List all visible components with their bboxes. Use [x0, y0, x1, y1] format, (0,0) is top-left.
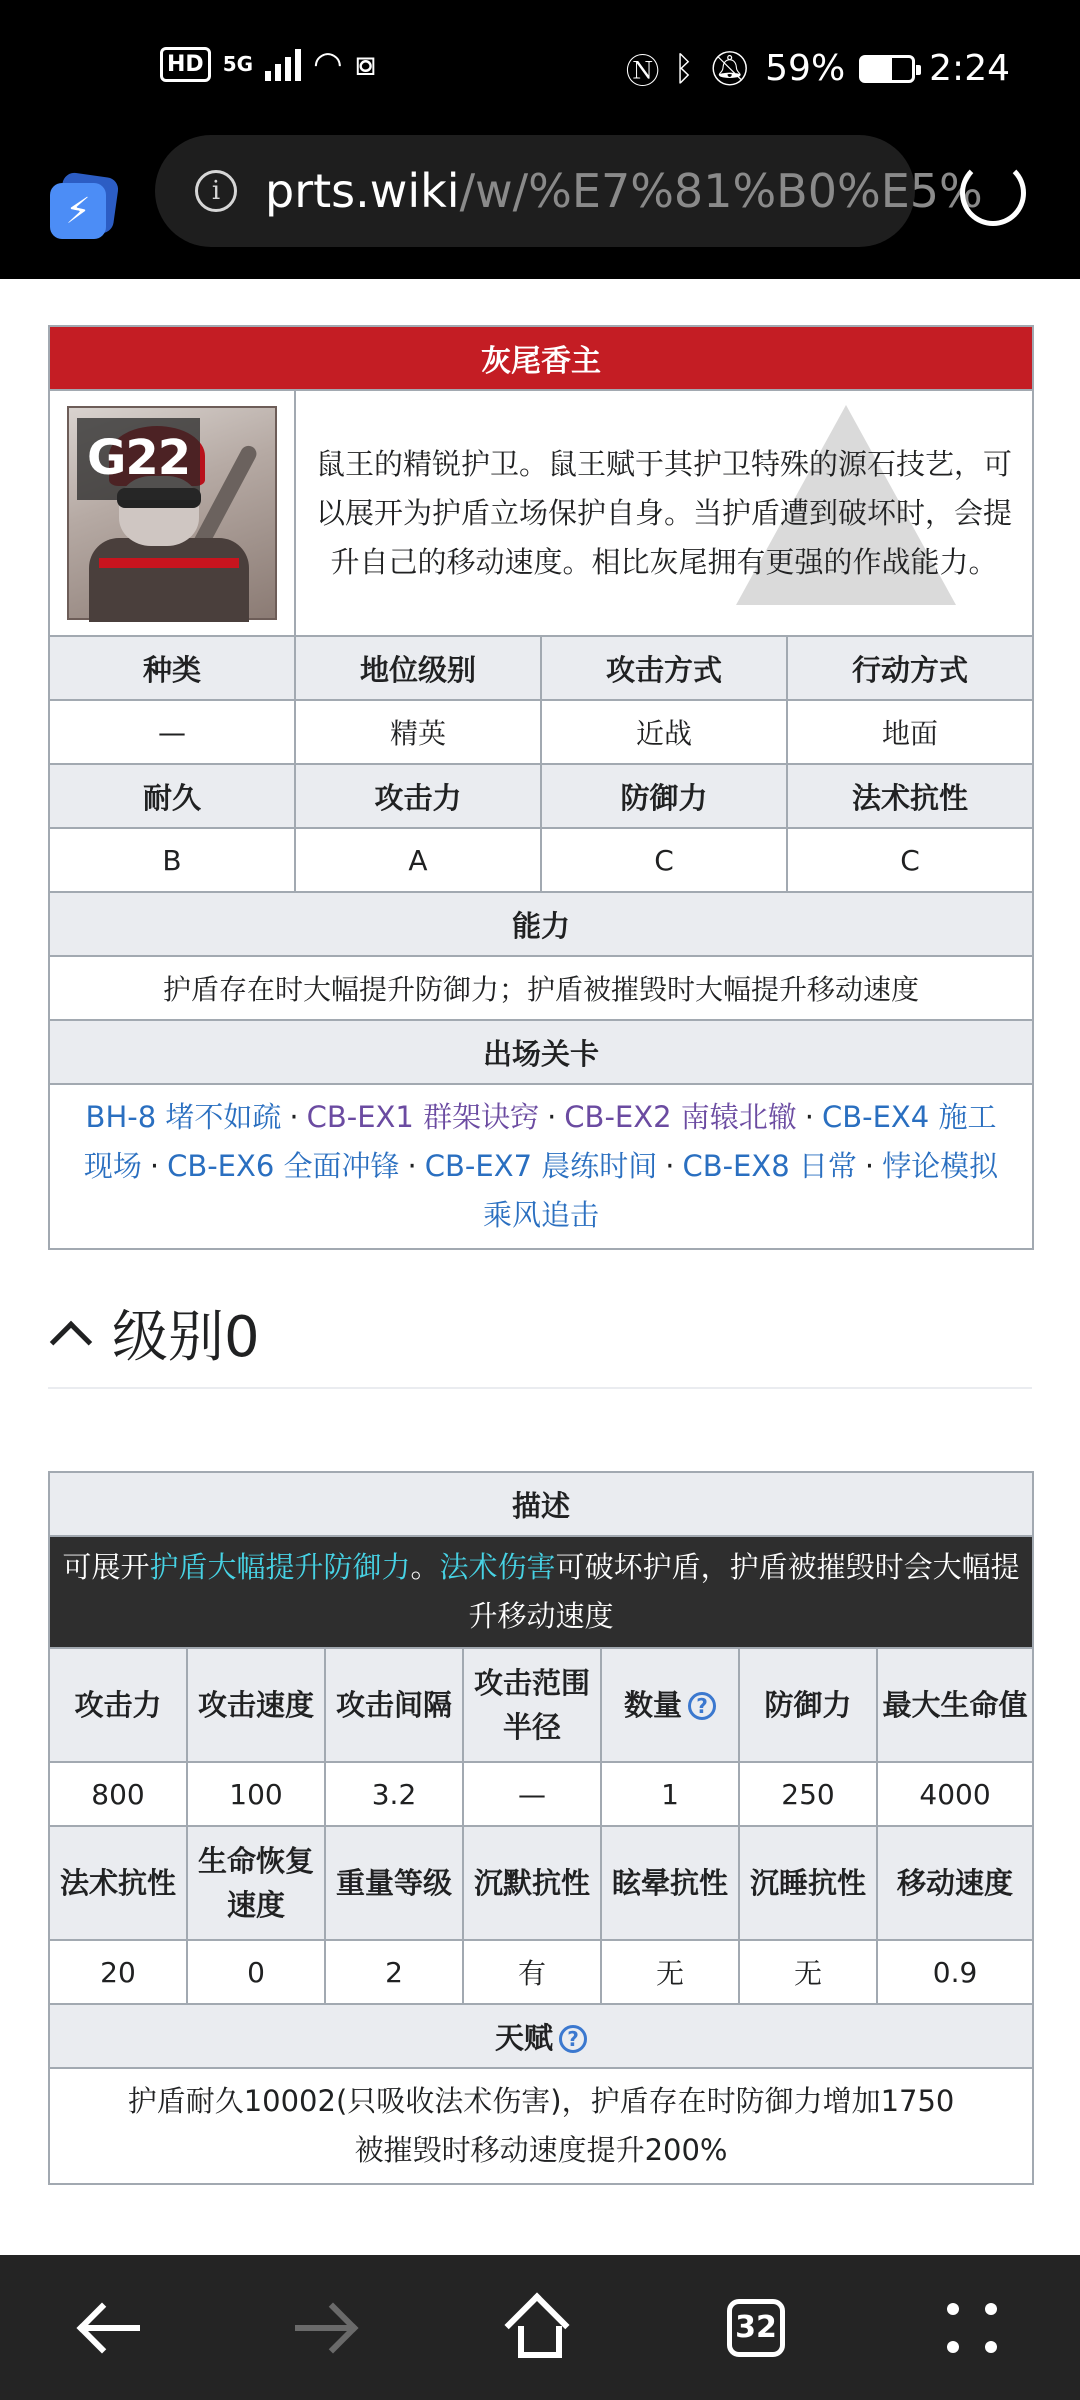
level-section-title: 级别0 — [112, 1305, 260, 1370]
stat-header — [601, 1648, 739, 1762]
stat-header-label: 最大生命值 — [882, 1688, 1028, 1722]
lightning-icon: ⚡︎ — [50, 183, 106, 239]
browser-app-icon[interactable] — [50, 175, 118, 243]
attr-header: 行动方式 — [787, 636, 1033, 700]
attr-value: C — [787, 828, 1033, 892]
stat-header-label: 眩晕抗性 — [611, 1866, 728, 1900]
stat-value — [463, 1940, 601, 2004]
stat-header — [187, 1648, 325, 1762]
stat-value-label: 有 — [517, 1957, 546, 1990]
stat-value — [601, 1940, 739, 2004]
stat-value — [877, 1762, 1033, 1826]
stat-header-label: 防御力 — [764, 1688, 852, 1722]
stat-value-label: 800 — [91, 1777, 145, 1811]
stat-value — [463, 1762, 601, 1826]
stat-header-label: 生命恢复速度 — [197, 1844, 314, 1922]
stat-value-label: 20 — [100, 1955, 136, 1989]
status-right — [626, 44, 1010, 93]
page-content — [0, 279, 1080, 2255]
stat-value-label: 4000 — [919, 1777, 991, 1811]
stat-header — [601, 1826, 739, 1940]
stat-value — [187, 1762, 325, 1826]
stat-value-label: 0 — [247, 1955, 265, 1989]
stat-value-label: 100 — [229, 1777, 283, 1811]
clock: 2:24 — [929, 48, 1010, 89]
level-stats-table — [48, 1471, 1034, 2185]
url-path: /w/%E7%81%B0%E5% — [459, 164, 983, 218]
bluetooth-icon: ᛒ — [673, 48, 694, 89]
nfc-icon: Ⓝ — [625, 52, 660, 92]
attr-header: 种类 — [49, 636, 295, 700]
stage-link[interactable]: BH-8 堵不如疏 — [85, 1100, 282, 1134]
stat-header — [325, 1648, 463, 1762]
help-icon[interactable]: ? — [559, 2025, 587, 2053]
stat-value — [877, 1940, 1033, 2004]
stat-value — [325, 1940, 463, 2004]
home-button[interactable] — [490, 2255, 590, 2400]
stage-link[interactable]: CB-EX6 全面冲锋 — [167, 1149, 400, 1183]
talent-line-1: 护盾耐久10002(只吸收法术伤害)，护盾存在时防御力增加1750 — [127, 2084, 955, 2118]
menu-button[interactable] — [922, 2255, 1022, 2400]
stat-value-label: 3.2 — [371, 1777, 417, 1811]
stat-header-label: 攻击间隔 — [335, 1688, 452, 1722]
tv-icon: ⧇ — [354, 44, 377, 84]
stat-value — [739, 1940, 877, 2004]
stat-value-label: 250 — [781, 1777, 835, 1811]
stat-header — [187, 1826, 325, 1940]
stat-header — [463, 1648, 601, 1762]
desc-highlight-defense[interactable]: 护盾大幅提升防御力 — [149, 1550, 411, 1584]
stat-value-label: 无 — [655, 1957, 684, 1990]
stat-value-label: 2 — [385, 1955, 403, 1989]
talent-header-label: 天赋 — [495, 2020, 554, 2055]
ability-header: 能力 — [49, 892, 1033, 956]
attr-header: 防御力 — [541, 764, 787, 828]
stage-link[interactable]: CB-EX8 日常 — [682, 1149, 857, 1183]
desc-prefix: 可展开 — [62, 1550, 150, 1584]
attr-header: 攻击方式 — [541, 636, 787, 700]
stat-value-label: — — [518, 1777, 546, 1811]
attr-value: C — [541, 828, 787, 892]
battery-icon — [859, 55, 915, 83]
stat-header — [325, 1826, 463, 1940]
stage-link[interactable]: 悖论模拟 乘风追击 — [482, 1149, 999, 1232]
link-separator: · — [665, 1149, 675, 1183]
ability-text: 护盾存在时大幅提升防御力；护盾被摧毁时大幅提升移动速度 — [49, 956, 1033, 1020]
browser-bottom-nav — [0, 2255, 1080, 2400]
desc-suffix: 可破坏护盾，护盾被摧毁时会大幅提升移动速度 — [468, 1550, 1020, 1633]
attr-header: 耐久 — [49, 764, 295, 828]
stat-header-label: 法术抗性 — [59, 1866, 176, 1900]
address-bar[interactable] — [155, 135, 983, 247]
desc-header: 描述 — [49, 1472, 1033, 1536]
stat-header-label: 攻击速度 — [197, 1688, 314, 1722]
attr-value: A — [295, 828, 541, 892]
stages-header: 出场关卡 — [49, 1020, 1033, 1084]
link-separator: · — [547, 1100, 557, 1134]
enemy-description-cell — [295, 390, 1033, 636]
enemy-description: 鼠王的精锐护卫。鼠王赋于其护卫特殊的源石技艺，可以展开为护盾立场保护自身。当护盾遭到破坏时，会提升自己的移动速度。相比灰尾拥有更强的作战能力。 — [315, 446, 1012, 579]
arrow-left-icon — [80, 2303, 140, 2353]
arrow-right-icon — [295, 2303, 355, 2353]
tab-count: 32 — [727, 2299, 785, 2357]
link-separator: · — [407, 1149, 417, 1183]
attr-value: 地面 — [787, 700, 1033, 764]
tabs-button[interactable] — [706, 2255, 806, 2400]
talent-header — [49, 2004, 1033, 2068]
status-left — [160, 44, 376, 84]
network-type-icon: 5G — [222, 52, 254, 76]
level-section-header[interactable] — [48, 1279, 1032, 1389]
attr-value: — — [49, 700, 295, 764]
stat-value-label: 0.9 — [932, 1955, 978, 1989]
stage-link[interactable]: CB-EX2 南辕北辙 — [564, 1100, 797, 1134]
status-bar — [0, 0, 1080, 135]
desc-mid: 。 — [410, 1550, 440, 1584]
stat-header-label: 攻击范围半径 — [473, 1666, 590, 1744]
battery-percent: 59% — [765, 48, 846, 89]
stat-header — [49, 1648, 187, 1762]
stat-value — [325, 1762, 463, 1826]
stat-header-label: 沉睡抗性 — [749, 1866, 866, 1900]
stat-header — [739, 1826, 877, 1940]
wifi-icon: ◠ — [313, 44, 343, 84]
stat-header — [49, 1826, 187, 1940]
hd-icon: HD — [160, 47, 211, 82]
stage-link[interactable]: CB-EX4 施工现场 — [83, 1100, 997, 1183]
enemy-avatar-cell — [49, 390, 295, 636]
attr-header: 攻击力 — [295, 764, 541, 828]
link-separator: · — [149, 1149, 160, 1183]
stat-value-label: 1 — [661, 1777, 679, 1811]
attr-header: 地位级别 — [295, 636, 541, 700]
stat-header — [877, 1648, 1033, 1762]
stat-header — [739, 1648, 877, 1762]
attr-value: B — [49, 828, 295, 892]
stage-link[interactable]: CB-EX1 群架诀窍 — [306, 1100, 540, 1134]
enemy-name: 灰尾香主 — [49, 326, 1033, 390]
browser-toolbar — [0, 135, 1080, 279]
link-separator: · — [804, 1100, 814, 1134]
stat-header — [877, 1826, 1033, 1940]
link-separator: · — [864, 1149, 875, 1183]
url-host: prts.wiki — [265, 164, 460, 218]
enemy-avatar — [67, 406, 277, 620]
talent-text — [49, 2068, 1033, 2184]
stat-value — [49, 1940, 187, 2004]
attr-value: 近战 — [541, 700, 787, 764]
signal-icon — [265, 47, 301, 81]
back-button[interactable] — [60, 2255, 160, 2400]
home-icon — [508, 2298, 572, 2358]
stat-value — [49, 1762, 187, 1826]
stat-header-label: 攻击力 — [74, 1688, 162, 1722]
stat-value — [187, 1940, 325, 2004]
info-icon[interactable]: i — [195, 170, 237, 212]
level-description — [49, 1536, 1033, 1648]
reload-icon[interactable] — [960, 160, 1026, 226]
help-icon[interactable]: ? — [688, 1692, 716, 1720]
stat-value — [739, 1762, 877, 1826]
attr-value: 精英 — [295, 700, 541, 764]
desc-highlight-arts-damage[interactable]: 法术伤害 — [439, 1550, 556, 1584]
forward-button[interactable] — [275, 2255, 375, 2400]
enemy-code-badge: G22 — [77, 418, 200, 500]
stat-value-label: 无 — [793, 1957, 822, 1990]
stat-header-label: 重量等级 — [335, 1866, 452, 1900]
stage-link[interactable]: CB-EX7 晨练时间 — [424, 1149, 658, 1183]
mute-bell-icon: 🔕︎ — [707, 48, 752, 89]
stat-value — [601, 1762, 739, 1826]
stat-header-label: 数量 — [623, 1688, 682, 1722]
stat-header-label: 移动速度 — [897, 1866, 1014, 1900]
enemy-infobox — [48, 325, 1034, 1250]
link-separator: · — [289, 1100, 299, 1134]
more-dots-icon — [947, 2303, 997, 2353]
talent-line-2: 被摧毁时移动速度提升200% — [354, 2133, 728, 2167]
stat-header-label: 沉默抗性 — [473, 1866, 590, 1900]
chevron-up-icon[interactable] — [50, 1321, 92, 1363]
stages-list — [49, 1084, 1033, 1249]
attr-header: 法术抗性 — [787, 764, 1033, 828]
stat-header — [463, 1826, 601, 1940]
